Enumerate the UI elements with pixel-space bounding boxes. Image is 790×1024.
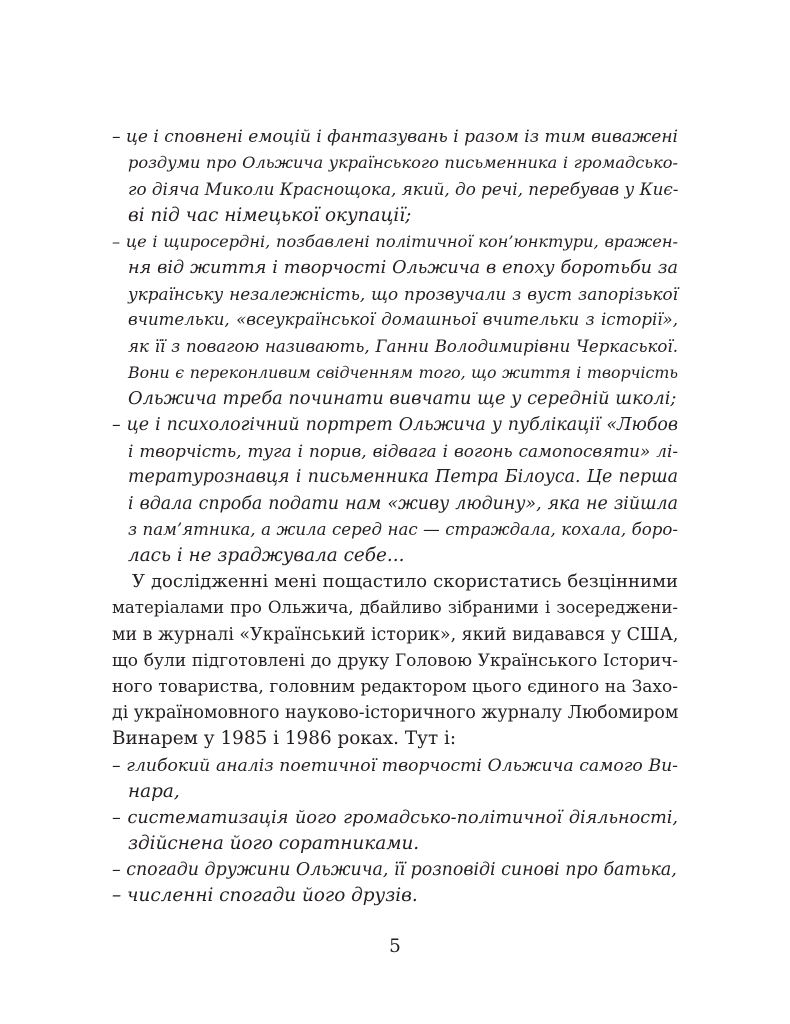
text-line: ві під час німецької окупації;: [128, 204, 412, 226]
text-line: го діяча Миколи Краснощока, який, до речі, перебував у Киє-: [128, 179, 679, 200]
text-line: і вдала спроба подати нам «живу людину», яка не зійшла: [128, 493, 678, 514]
text-line: роздуми про Ольжича українського письменника і громадсько-: [128, 153, 678, 173]
text-line: ді україномовного науково-історичного журналу Любомиром: [112, 703, 679, 724]
text-line: здійснена його соратниками.: [128, 833, 420, 855]
text-line: – глибокий аналіз поетичної творчості Ольжича самого Ви-: [112, 755, 678, 776]
text-line: і творчість, туга і порив, відвага і вогонь самопосвяти» лі-: [128, 441, 678, 462]
text-line: тературознавця і письменника Петра Білоуса. Це перша: [128, 467, 678, 488]
text-line: – численні спогади його друзів.: [112, 885, 418, 907]
text-line: матеріалами про Ольжича, дбайливо зібраними і зосереджени-: [112, 598, 678, 618]
text-line: ного товариства, головним редактором цього єдиного на Захо-: [112, 676, 678, 697]
text-line: українську незалежність, що прозвучали з вуст запорізької: [128, 284, 678, 305]
text-line: ня від життя і творчості Ольжича в епоху боротьби за: [128, 257, 678, 278]
text-line: вчительки, «всеукраїнської домашньої вчительки з історії»,: [128, 310, 678, 330]
text-line: лась і не зраджувала себе...: [128, 545, 405, 566]
text-line: У дослідженні мені пощастило скористатись безцінними: [132, 571, 678, 593]
text-line: – систематизація його громадсько-політичної діяльності,: [112, 807, 678, 828]
text-line: як її з повагою називають, Ганни Володимирівни Черкаської.: [128, 336, 678, 356]
text-line: – це і психологічний портрет Ольжича у публікації «Любов: [112, 415, 678, 436]
page-number: 5: [389, 936, 401, 957]
text-line: з пам’ятника, а жила серед нас — страждала, кохала, боро-: [128, 519, 678, 539]
text-line: – це і сповнені емоцій і фантазувань і разом із тим виважені: [112, 127, 678, 147]
text-line: нара,: [128, 780, 180, 802]
text-line: – це і щиросердні, позбавлені політичної кон’юнктури, вражен-: [112, 231, 678, 251]
text-line: – спогади дружини Ольжича, її розповіді синові про батька,: [112, 860, 677, 881]
text-line: ми в журналі «Український історик», який видавався у США,: [112, 624, 679, 645]
text-line: Ольжича треба починати вивчати ще у середній школі;: [128, 387, 677, 409]
text-line: Винарем у 1985 і 1986 роках. Тут і:: [112, 728, 457, 750]
body-text: [112, 124, 678, 910]
text-line: Вони є переконливим свідченням того, що життя і творчість: [128, 362, 678, 382]
text-line: що були підготовлені до друку Головою Українського Історич-: [112, 650, 678, 671]
